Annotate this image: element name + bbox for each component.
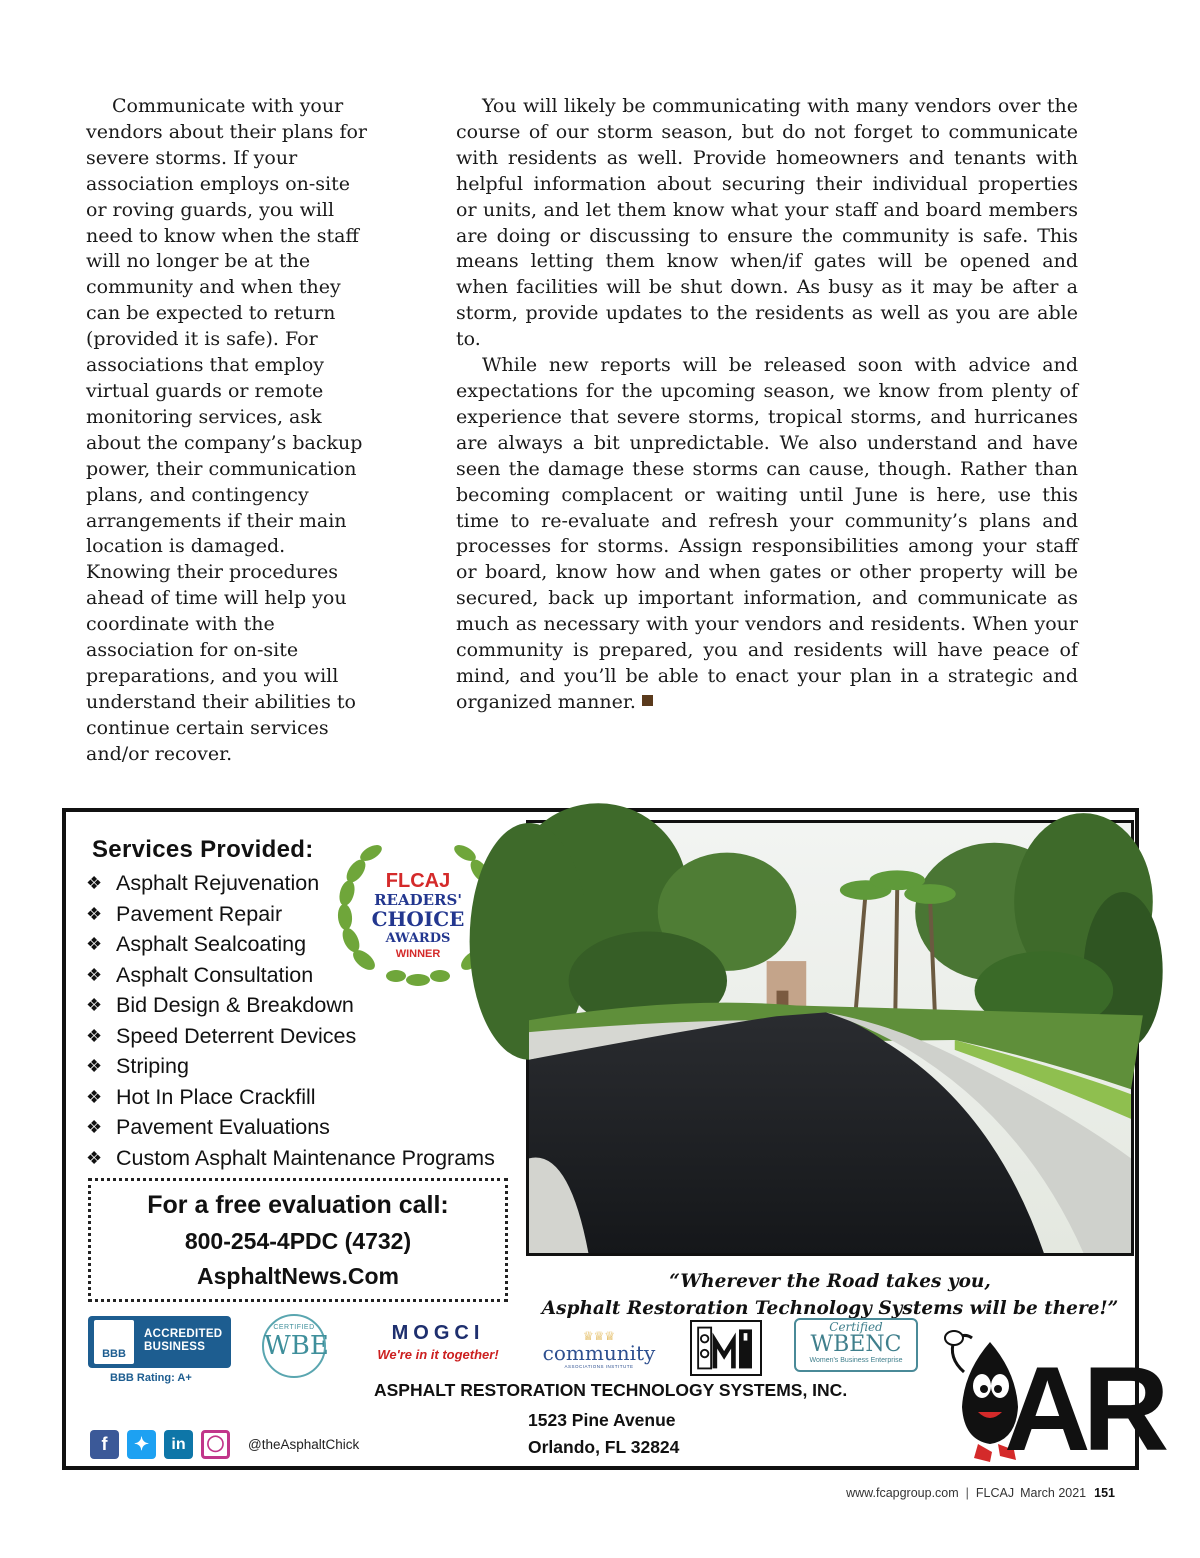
- phone-number[interactable]: 800-254-4PDC (4732): [184, 1228, 412, 1254]
- community-subtext: ASSOCIATIONS INSTITUTE: [564, 1364, 634, 1369]
- services-panel: [66, 812, 524, 1289]
- service-label: Asphalt Sealcoating: [116, 932, 307, 957]
- service-item: [86, 1143, 495, 1174]
- mogci-title: MOGCI: [391, 1322, 485, 1344]
- service-item: [86, 1082, 495, 1113]
- paragraph-text: You will likely be communicating with many vendors over the course of our storm season, but do not forget to communicate with residents as well. Provide homeowners and tenants with helpful information about securing their individual properties or units, and let them know what your staff and board members are doing or discussing to ensure the community is safe. This means letting them know when/if gates will be opened and when facilities will be shut down. As busy as it may be after a storm, provide updates to the residents as well as you are able to.: [456, 95, 1078, 351]
- service-label: Asphalt Rejuvenation: [116, 871, 320, 896]
- diamond-bullet-icon: ❖: [86, 1086, 103, 1107]
- diamond-bullet-icon: ❖: [86, 873, 103, 894]
- page-number: 151: [1094, 1486, 1115, 1500]
- footer-date: March 2021: [1020, 1486, 1087, 1500]
- website-link[interactable]: AsphaltNews.Com: [197, 1263, 399, 1289]
- award-line-4: AWARDS: [385, 931, 451, 946]
- mogci-tagline: We're in it together!: [377, 1347, 499, 1362]
- page-footer: [846, 1486, 1115, 1500]
- diamond-bullet-icon: ❖: [86, 995, 103, 1016]
- bbb-line-1: ACCREDITED: [144, 1328, 223, 1340]
- social-handle: @theAsphaltChick: [248, 1436, 360, 1452]
- cta-heading: For a free evaluation call:: [147, 1191, 449, 1219]
- footer-website[interactable]: www.fcapgroup.com: [846, 1486, 959, 1500]
- wbenc-top-text: Certified: [829, 1320, 883, 1334]
- slogan-line-1: “Wherever the Road takes you,: [669, 1271, 991, 1292]
- award-line-2: READERS': [374, 891, 462, 909]
- award-line-5: WINNER: [395, 948, 441, 960]
- twitter-icon[interactable]: ✦: [127, 1430, 156, 1459]
- asphalt-mascot-logo: [934, 1322, 1162, 1476]
- mascot-letters: AR: [1004, 1342, 1162, 1476]
- bbb-torch-icon: BBB: [94, 1320, 134, 1364]
- wbe-main-text: WBE: [264, 1331, 329, 1361]
- service-item: [86, 990, 495, 1021]
- wbe-certified-logo: [262, 1314, 329, 1378]
- article-left-column: [86, 94, 368, 768]
- company-name: ASPHALT RESTORATION TECHNOLOGY SYSTEMS, INC.: [374, 1380, 848, 1400]
- footer-publication: FLCAJ: [975, 1486, 1015, 1500]
- end-of-article-mark: [642, 695, 653, 706]
- award-line-3: CHOICE: [371, 907, 465, 931]
- bbb-accredited-logo: [88, 1316, 231, 1368]
- diamond-bullet-icon: ❖: [86, 1025, 103, 1046]
- bmi-logo: [690, 1320, 762, 1376]
- diamond-bullet-icon: ❖: [86, 903, 103, 924]
- service-label: Striping: [116, 1054, 189, 1079]
- diamond-bullet-icon: ❖: [86, 1117, 103, 1138]
- mogci-logo: [364, 1322, 512, 1362]
- award-line-1: FLCAJ: [385, 870, 451, 892]
- social-links: [90, 1429, 359, 1459]
- service-label: Speed Deterrent Devices: [116, 1023, 357, 1048]
- instagram-icon[interactable]: ◯: [201, 1430, 230, 1459]
- wbenc-certified-logo: [794, 1318, 918, 1372]
- facebook-icon[interactable]: f: [90, 1430, 119, 1459]
- service-item: [86, 1051, 495, 1082]
- service-label: Asphalt Consultation: [116, 962, 314, 987]
- diamond-bullet-icon: ❖: [86, 934, 103, 955]
- diamond-bullet-icon: ❖: [86, 1056, 103, 1077]
- service-item: [86, 1021, 495, 1052]
- community-text: community: [542, 1341, 656, 1365]
- service-label: Bid Design & Breakdown: [116, 993, 354, 1018]
- wbe-top-text: CERTIFIED: [273, 1324, 315, 1331]
- paragraph-text: While new reports will be released soon with advice and expectations for the upcoming season, we know from plenty of experience that severe storms, tropical storms, and hurricanes are always a bit unpredictable. We also understand and have seen the damage these storms can cause, though. Rather than becoming complacent or waiting until June is here, use this time to re-evaluate and refresh your community’s plans and processes for storms. Assign responsibilities among your staff or board, know how and when gates or other property will be secured, back up important information, and communicate as much as necessary with your vendors and residents. When your community is prepared, you and residents will have peace of mind, and you’ll be able to enact your plan in a strategic and organized manner.: [456, 354, 1078, 713]
- service-label: Pavement Evaluations: [116, 1115, 330, 1140]
- service-label: Custom Asphalt Maintenance Programs: [116, 1145, 495, 1170]
- article-paragraph: Communicate with your vendors about their plans for severe storms. If your association employs on-site or roving guards, you will need to know when the staff will no longer be at the community and when they can be expected to return (provided it is safe). For associations that employ virtual guards or remote monitoring services, ask about the company’s backup power, their communication plans, and contingency arrangements if their main location is damaged. Knowing their procedures ahead of time will help you coordinate with the association for on-site preparations, and you will understand their abilities to continue certain services and/or recover.: [86, 95, 367, 765]
- wbenc-main-text: WBENC: [810, 1332, 902, 1357]
- wbenc-subtext: Women's Business Enterprise: [809, 1357, 903, 1364]
- bbb-rating: BBB Rating: A+: [110, 1372, 192, 1384]
- bbb-line-2: BUSINESS: [144, 1341, 206, 1353]
- footer-divider: |: [965, 1486, 969, 1500]
- crown-icon: ♕♕♕: [582, 1329, 616, 1343]
- service-label: Hot In Place Crackfill: [116, 1084, 316, 1109]
- address-line-1: 1523 Pine Avenue: [528, 1410, 676, 1430]
- article-paragraph: [456, 353, 1078, 716]
- service-label: Pavement Repair: [116, 901, 283, 926]
- diamond-bullet-icon: ❖: [86, 964, 103, 985]
- article-right-column: [456, 94, 1078, 716]
- service-item: [86, 1112, 495, 1143]
- asphalt-advertisement: [62, 808, 1162, 1476]
- diamond-bullet-icon: ❖: [86, 1147, 103, 1168]
- article-paragraph: [456, 94, 1078, 353]
- paved-road-photo: [526, 820, 1134, 1256]
- services-title: Services Provided:: [92, 836, 314, 863]
- free-evaluation-box: [88, 1178, 508, 1302]
- linkedin-icon[interactable]: in: [164, 1430, 193, 1459]
- community-associations-institute-logo: [540, 1330, 658, 1369]
- address-line-2: Orlando, FL 32824: [528, 1437, 680, 1457]
- slogan-line-2: Asphalt Restoration Technology Systems will be there!”: [541, 1298, 1119, 1319]
